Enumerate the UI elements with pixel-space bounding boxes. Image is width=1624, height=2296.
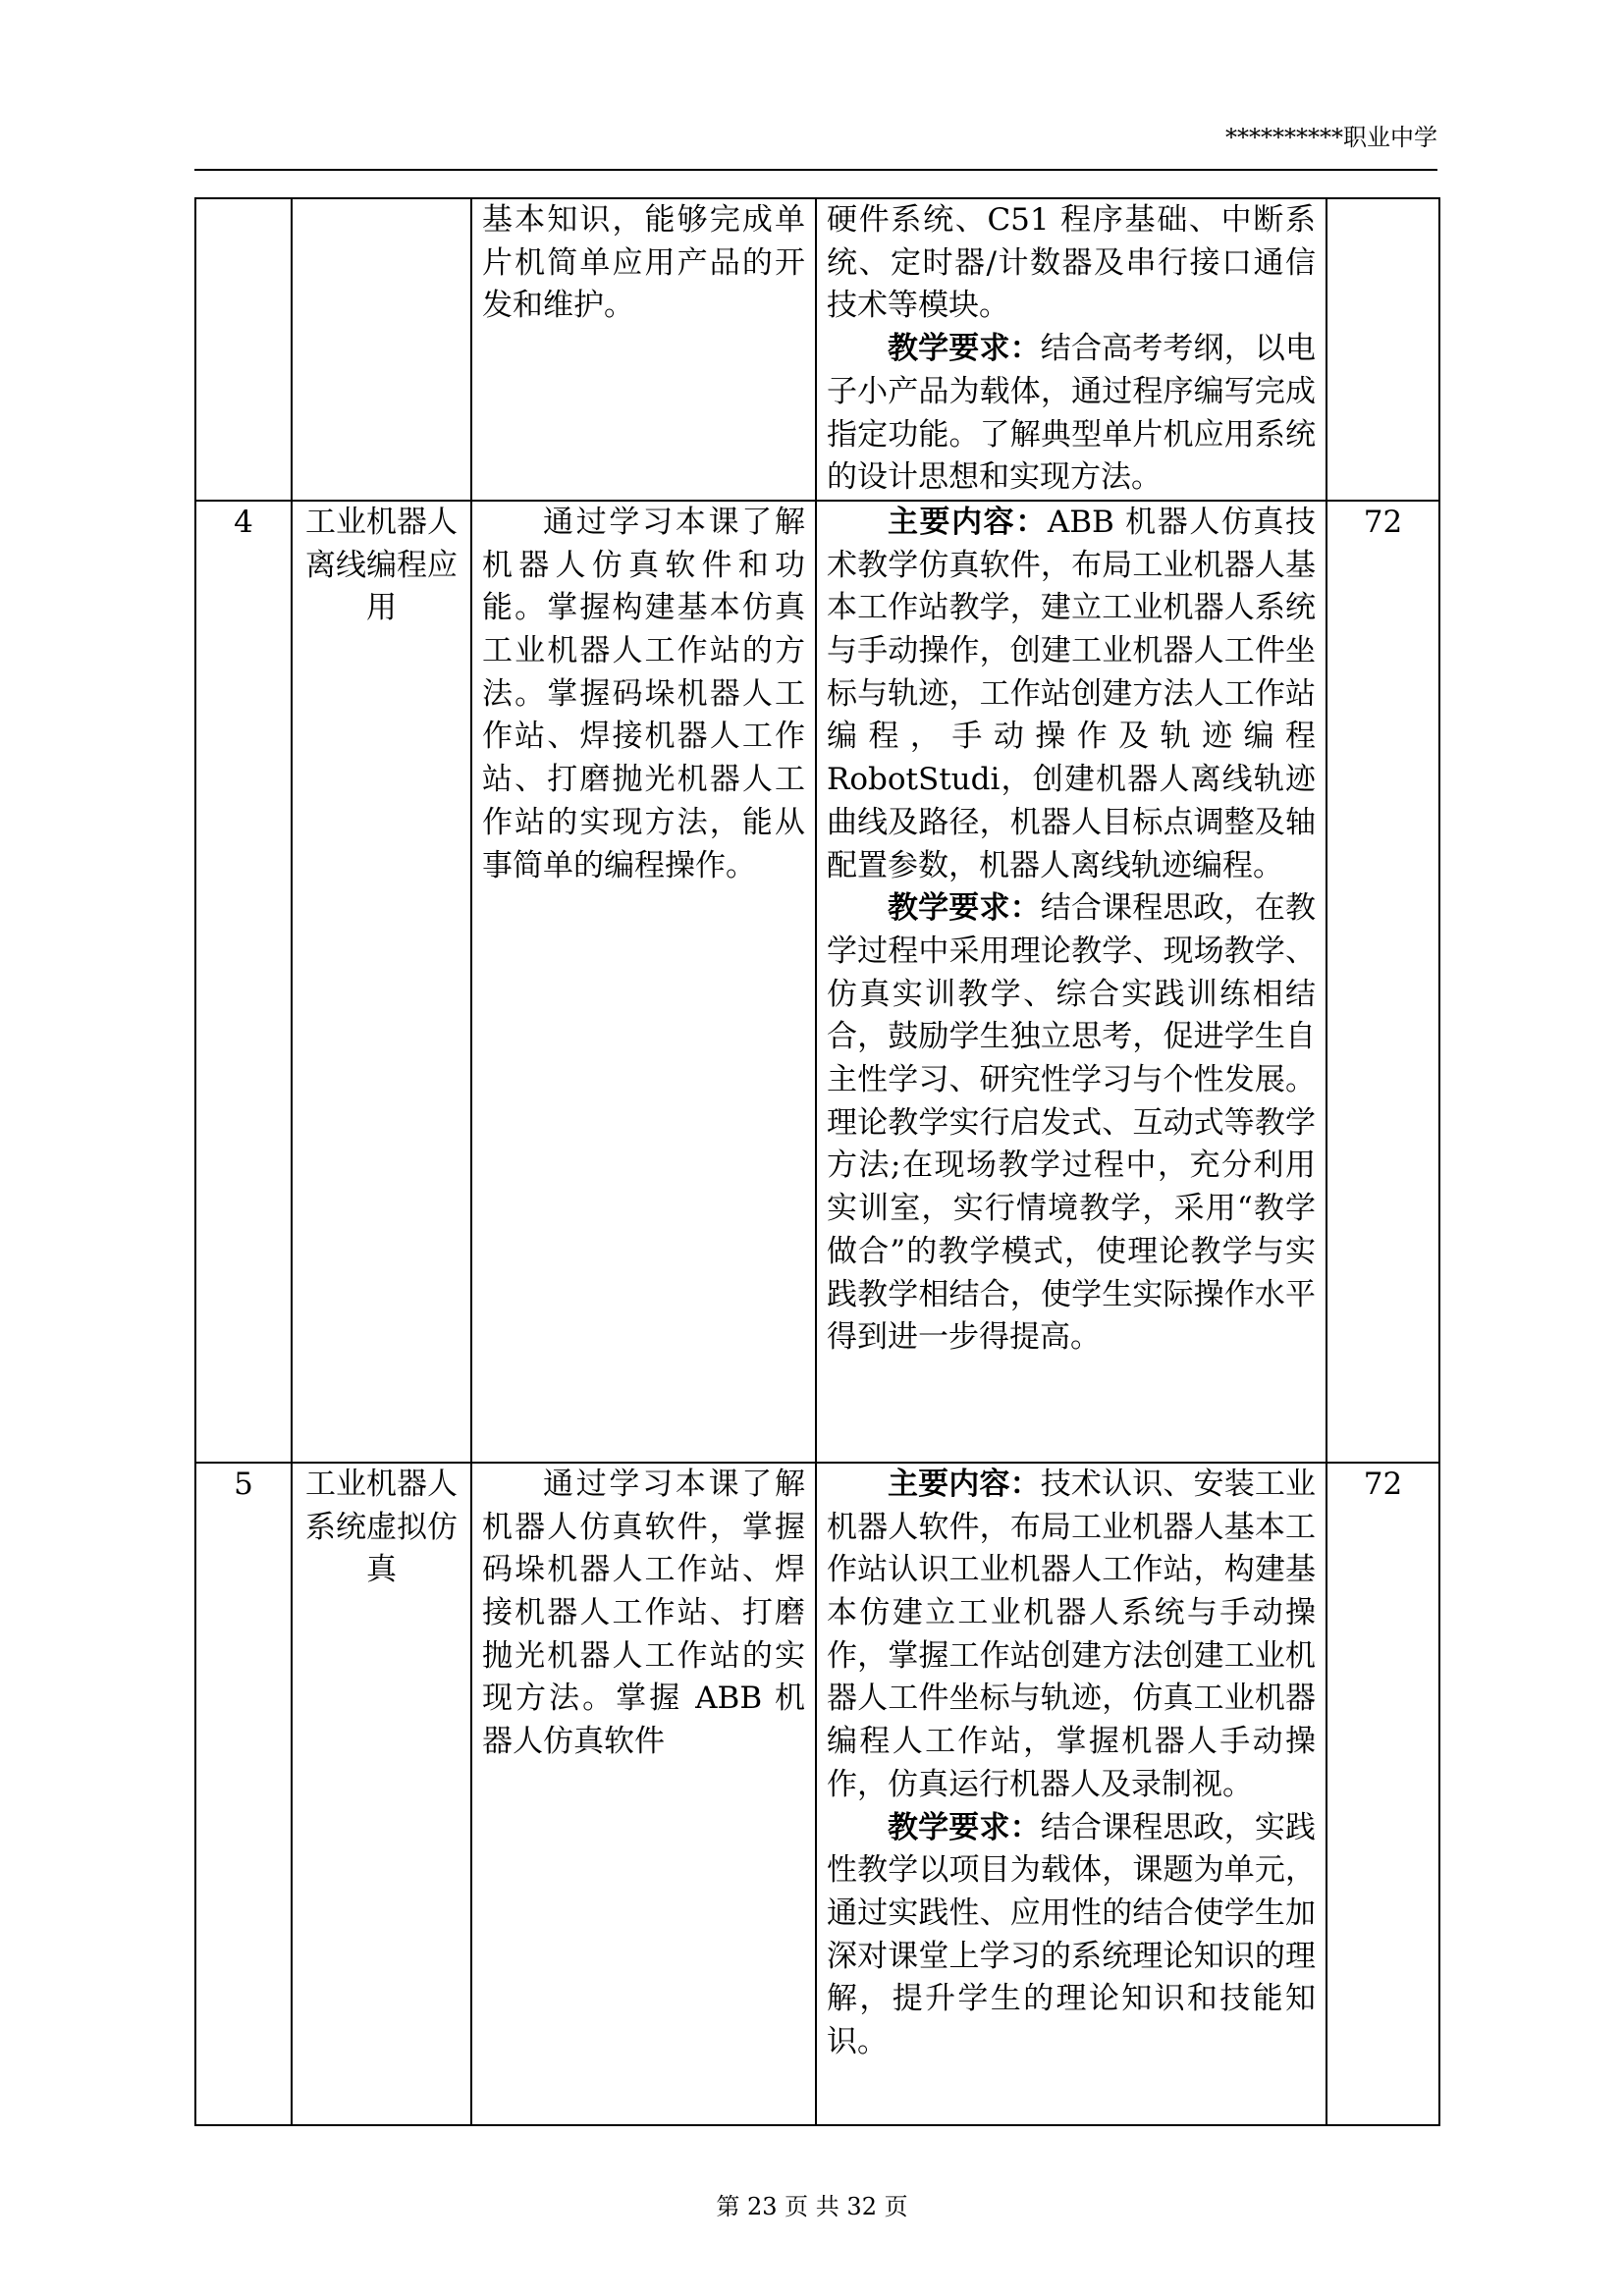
page-number: 第 23 页 共 32 页 (716, 2193, 908, 2220)
table-row (195, 198, 1439, 501)
course-table (194, 197, 1440, 2126)
course-name (292, 198, 471, 501)
requirement-text: 结合高考考纲，以电子小产品为载体，通过程序编写完成指定功能。了解典型单片机应用系统的设计思想和实现方法。 (827, 331, 1317, 496)
course-hours: 72 (1326, 1463, 1439, 2125)
course-hours: 72 (1326, 501, 1439, 1463)
course-content-cell (816, 198, 1326, 501)
school-name: **********职业中学 (1225, 124, 1437, 151)
requirement-label: 教学要求： (888, 890, 1041, 927)
requirement-text: 结合课程思政，实践性教学以项目为载体，课题为单元，通过实践性、应用性的结合使学生加深对课堂上学习的系统理论知识的理解，提升学生的理论知识和技能知识。 (827, 1809, 1317, 2060)
page-header (194, 110, 1437, 171)
course-content-cell (816, 1463, 1326, 2125)
course-goal: 通过学习本课了解机器人仿真软件和功能。掌握构建基本仿真工业机器人工作站的方法。掌握码垛机器人工作站、焊接机器人工作站、打磨抛光机器人工作站的实现方法，能从事简单的编程操作。 (471, 501, 816, 1463)
content-label: 主要内容： (888, 1466, 1041, 1502)
course-content-cell (816, 501, 1326, 1463)
table-row (195, 501, 1439, 1463)
course-name: 工业机器人系统虚拟仿真 (292, 1463, 471, 2125)
course-content: 技术认识、安装工业机器人软件，布局工业机器人基本工作站认识工业机器人工作站，构建基本仿建立工业机器人系统与手动操作，掌握工作站创建方法创建工业机器人工件坐标与轨迹，仿真工业机器编程人工作站，掌握机器人手动操作，仿真运行机器人及录制视。 (827, 1466, 1317, 1802)
course-content: ABB 机器人仿真技术教学仿真软件，布局工业机器人基本工作站教学，建立工业机器人系统与手动操作，创建工业机器人工件坐标与轨迹，工作站创建方法人工作站编程，手动操作及轨迹编程 RobotStudi，创建机器人离线轨迹曲线及路径，机器人目标点调整及轴配置参数，机器人离线轨迹编程。 (827, 504, 1316, 883)
course-hours (1326, 198, 1439, 501)
requirement-label: 教学要求： (888, 331, 1041, 367)
course-content: 硬件系统、C51 程序基础、中断系统、定时器/计数器及串行接口通信技术等模块。 (827, 202, 1316, 324)
requirement-label: 教学要求： (888, 1809, 1041, 1845)
course-number: 5 (195, 1463, 292, 2125)
content-label: 主要内容： (888, 504, 1048, 540)
course-goal: 通过学习本课了解机器人仿真软件，掌握码垛机器人工作站、焊接机器人工作站、打磨抛光机器人工作站的实现方法。掌握 ABB 机器人仿真软件 (471, 1463, 816, 2125)
course-name: 工业机器人离线编程应用 (292, 501, 471, 1463)
course-number: 4 (195, 501, 292, 1463)
course-number (195, 198, 292, 501)
table-row (195, 1463, 1439, 2125)
requirement-text: 结合课程思政，在教学过程中采用理论教学、现场教学、仿真实训教学、综合实践训练相结合，鼓励学生独立思考，促进学生自主性学习、研究性学习与个性发展。理论教学实行启发式、互动式等教学方法;在现场教学过程中，充分利用实训室，实行情境教学，采用“教学做合”的教学模式，使理论教学与实践教学相结合，使学生实际操作水平得到进一步得提高。 (827, 890, 1317, 1356)
course-goal: 基本知识，能够完成单片机简单应用产品的开发和维护。 (471, 198, 816, 501)
